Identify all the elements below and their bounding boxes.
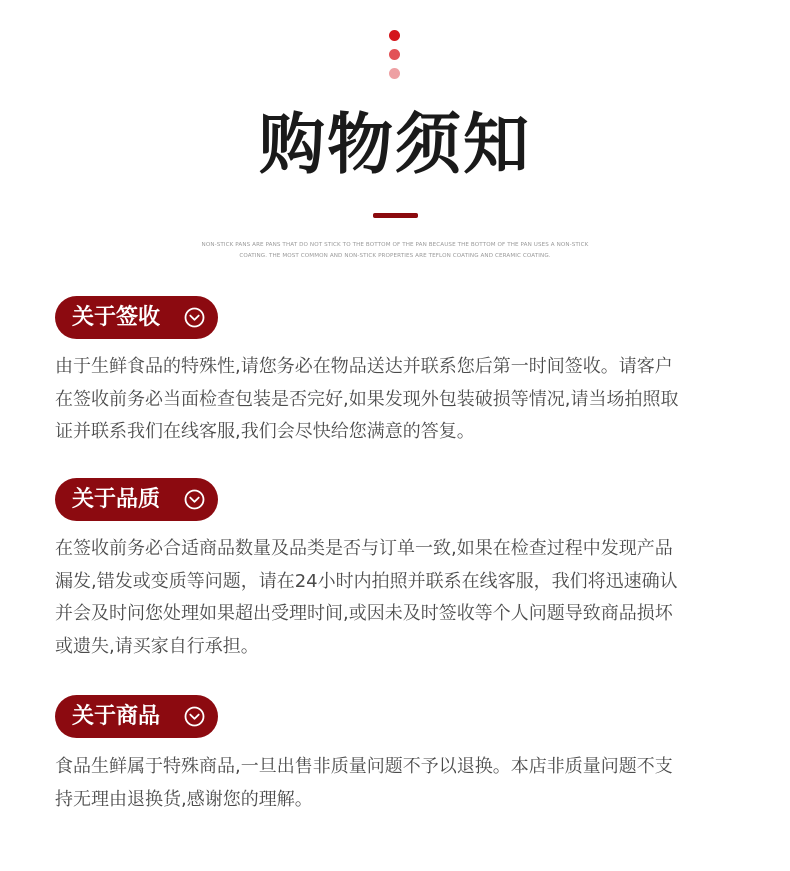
text-line: 并会及时问您处理如果超出受理时间,或因未及时签收等个人问题导致商品损坏 xyxy=(55,603,673,624)
decorative-dots xyxy=(389,30,401,87)
section-text-quality xyxy=(55,533,750,663)
dot-light xyxy=(389,68,400,79)
section-heading-label: 关于商品 xyxy=(72,704,161,729)
text-line: 持无理由退换货,感谢您的理解。 xyxy=(55,788,313,810)
title-underline xyxy=(373,213,418,218)
section-heading-quality xyxy=(55,478,218,521)
chevron-down-circle-icon xyxy=(184,706,205,727)
section-heading-label: 关于签收 xyxy=(72,305,161,330)
chevron-down-circle-icon xyxy=(184,307,205,328)
subtitle-line-1: NON-STICK PANS ARE PANS THAT DO NOT STICK TO THE BOTTOM OF THE PAN BECAUSE THE BOTTOM OF THE PAN USES A NON-STICK xyxy=(201,242,589,248)
section-text-products xyxy=(55,751,750,816)
text-line: 由于生鲜食品的特殊性,请您务必在物品送达并联系您后第一时间签收。请客户 xyxy=(55,356,673,377)
english-subtitle xyxy=(150,240,640,262)
page-title: 购物须知 xyxy=(259,106,531,183)
subtitle-line-2: COATING. THE MOST COMMON AND NON-STICK PROPERTIES ARE TEFLON COATING AND CERAMIC COATING. xyxy=(239,253,551,259)
chevron-down-circle-icon xyxy=(184,489,205,510)
section-heading-receipt xyxy=(55,296,218,339)
text-line: 证并联系我们在线客服,我们会尽快给您满意的答复。 xyxy=(55,421,475,442)
text-line: 或遗失,请买家自行承担。 xyxy=(55,635,259,657)
section-heading-products xyxy=(55,695,218,738)
text-line: 在签收前务必当面检查包装是否完好,如果发现外包装破损等情况,请当场拍照取 xyxy=(55,388,679,410)
section-heading-label: 关于品质 xyxy=(72,487,161,512)
section-text-receipt xyxy=(55,351,750,449)
text-line: 在签收前务必合适商品数量及品类是否与订单一致,如果在检查过程中发现产品 xyxy=(55,538,673,559)
text-line: 漏发,错发或变质等问题，请在24小时内拍照并联系在线客服，我们将迅速确认 xyxy=(55,570,678,592)
text-line: 食品生鲜属于特殊商品,一旦出售非质量问题不予以退换。本店非质量问题不支 xyxy=(55,756,673,777)
dot-medium xyxy=(389,49,400,60)
dot-dark xyxy=(389,30,400,41)
